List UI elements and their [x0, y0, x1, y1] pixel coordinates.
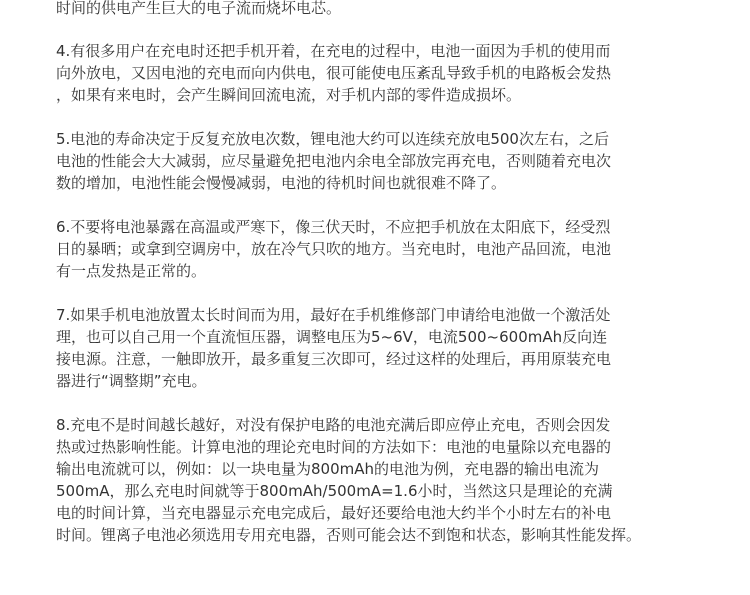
paragraph-8 — [56, 414, 746, 546]
paragraph-line: 器进行“调整期”充电。 — [56, 372, 207, 390]
paragraph-line: 电的时间计算，当充电器显示充电完成后，最好还要给电池大约半个小时左右的补电 — [56, 504, 612, 522]
paragraph-line: 接电源。注意，一触即放开，最多重复三次即可，经过这样的处理后，再用原装充电 — [56, 350, 612, 368]
paragraph-6 — [56, 216, 746, 282]
paragraph-4 — [56, 40, 746, 106]
paragraph-5 — [56, 128, 746, 194]
paragraph-line: 日的暴晒；或拿到空调房中，放在冷气只吹的地方。当充电时，电池产品回流，电池 — [56, 240, 612, 258]
paragraph-line: 8.充电不是时间越长越好，对没有保护电路的电池充满后即应停止充电，否则会因发 — [56, 416, 611, 434]
paragraph-line: 4.有很多用户在充电时还把手机开着，在充电的过程中，电池一面因为手机的使用而 — [56, 42, 611, 60]
paragraph-line: 输出电流就可以，例如：以一块电量为800mAh的电池为例，充电器的输出电流为 — [56, 460, 600, 478]
paragraph-line: 6.不要将电池暴露在高温或严寒下，像三伏天时，不应把手机放在太阳底下，经受烈 — [56, 218, 611, 236]
paragraph-line: 5.电池的寿命决定于反复充放电次数，锂电池大约可以连续充放电500次左右，之后 — [56, 130, 609, 148]
paragraph-line: 7.如果手机电池放置太长时间而为用，最好在手机维修部门申请给电池做一个激活处 — [56, 306, 611, 324]
paragraph-line: 时间的供电产生巨大的电子流而烧坏电芯。 — [56, 0, 342, 17]
paragraph-line: 理，也可以自己用一个直流恒压器，调整电压为5~6V，电流500~600mAh反向连 — [56, 328, 608, 346]
paragraph-line: 热或过热影响性能。计算电池的理论充电时间的方法如下：电池的电量除以充电器的 — [56, 438, 612, 456]
paragraph-line: 电池的性能会大大减弱，应尽量避免把电池内余电全部放完再充电，否则随着充电次 — [56, 152, 612, 170]
paragraph-line: 数的增加，电池性能会慢慢减弱，电池的待机时间也就很难不降了。 — [56, 174, 507, 192]
paragraph-line: 500mA，那么充电时间就等于800mAh/500mA=1.6小时，当然这只是理论的充满 — [56, 482, 613, 500]
paragraph-7 — [56, 304, 746, 392]
paragraph-3-tail — [56, 0, 746, 19]
paragraph-line: 时间。锂离子电池必须选用专用充电器，否则可能会达不到饱和状态，影响其性能发挥。 — [56, 526, 642, 544]
paragraph-line: ，如果有来电时，会产生瞬间回流电流，对手机内部的零件造成损坏。 — [56, 86, 522, 104]
paragraph-line: 有一点发热是正常的。 — [56, 262, 207, 280]
paragraph-line: 向外放电，又因电池的充电而向内供电，很可能使电压紊乱导致手机的电路板会发热 — [56, 64, 612, 82]
